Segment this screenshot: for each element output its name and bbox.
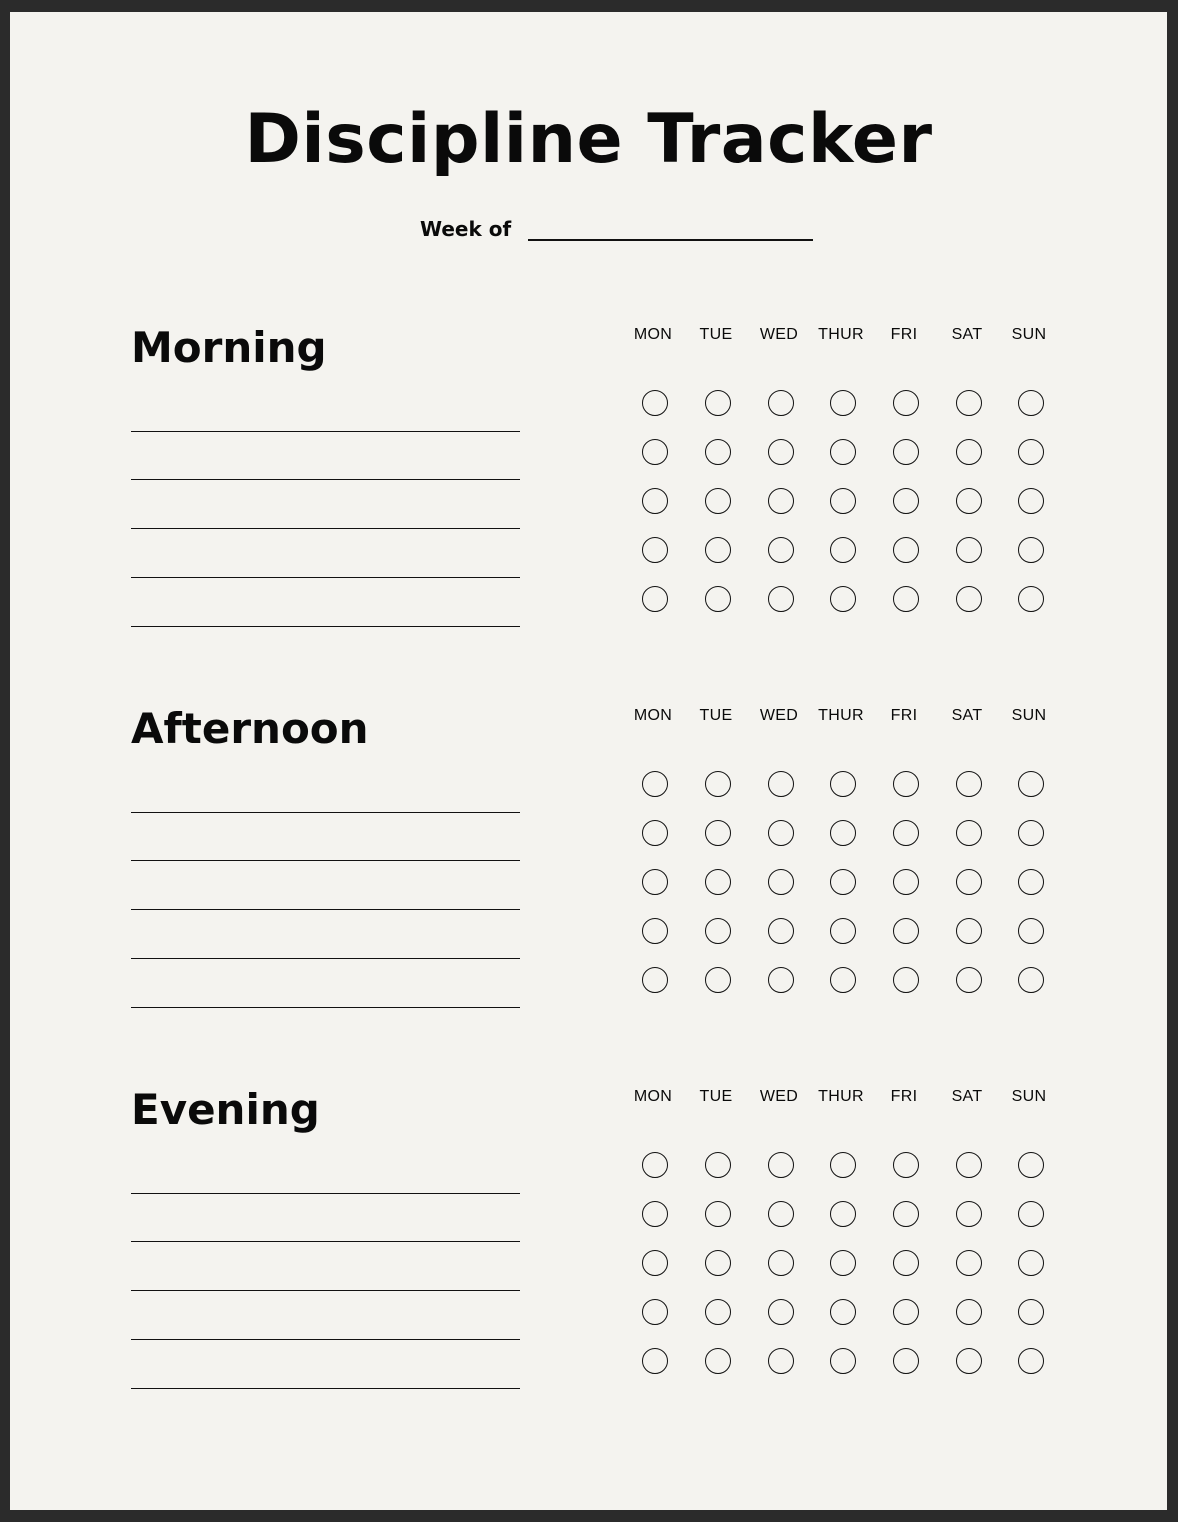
checkbox-circle[interactable] xyxy=(642,439,668,465)
checkbox-circle[interactable] xyxy=(642,869,668,895)
checkbox-circle[interactable] xyxy=(642,1201,668,1227)
day-header: FRI xyxy=(890,707,918,724)
day-header: THUR xyxy=(818,1088,864,1105)
checkbox-circle[interactable] xyxy=(956,869,982,895)
checkbox-circle[interactable] xyxy=(768,439,794,465)
task-input-line[interactable] xyxy=(131,909,520,910)
checkbox-circle[interactable] xyxy=(893,1152,919,1178)
checkbox-circle[interactable] xyxy=(830,869,856,895)
checkbox-circle[interactable] xyxy=(956,586,982,612)
checkbox-circle[interactable] xyxy=(893,771,919,797)
day-header: SUN xyxy=(1011,1088,1047,1105)
checkbox-circle[interactable] xyxy=(768,967,794,993)
checkbox-circle[interactable] xyxy=(830,1299,856,1325)
checkbox-circle[interactable] xyxy=(830,537,856,563)
task-input-line[interactable] xyxy=(131,812,520,813)
checkbox-circle[interactable] xyxy=(642,967,668,993)
checkbox-circle[interactable] xyxy=(1018,1250,1044,1276)
checkbox-circle[interactable] xyxy=(642,488,668,514)
week-of-label: Week of xyxy=(420,217,512,241)
checkbox-circle[interactable] xyxy=(956,1299,982,1325)
checkbox-circle[interactable] xyxy=(956,771,982,797)
checkbox-circle[interactable] xyxy=(1018,1152,1044,1178)
checkbox-circle[interactable] xyxy=(1018,439,1044,465)
checkbox-circle[interactable] xyxy=(1018,869,1044,895)
tracker-page xyxy=(10,12,1167,1510)
checkbox-circle[interactable] xyxy=(768,1348,794,1374)
checkbox-circle[interactable] xyxy=(705,967,731,993)
day-header: SAT xyxy=(951,707,983,724)
checkbox-circle[interactable] xyxy=(830,820,856,846)
checkbox-circle[interactable] xyxy=(705,439,731,465)
task-input-line[interactable] xyxy=(131,479,520,480)
checkbox-circle[interactable] xyxy=(768,771,794,797)
checkbox-circle[interactable] xyxy=(830,439,856,465)
checkbox-circle[interactable] xyxy=(830,1250,856,1276)
checkbox-circle[interactable] xyxy=(1018,1201,1044,1227)
checkbox-circle[interactable] xyxy=(1018,586,1044,612)
checkbox-circle[interactable] xyxy=(768,1201,794,1227)
checkbox-circle[interactable] xyxy=(830,1152,856,1178)
day-header: SUN xyxy=(1011,707,1047,724)
day-header: WED xyxy=(759,707,799,724)
day-header: TUE xyxy=(699,326,733,343)
task-input-line[interactable] xyxy=(131,1339,520,1340)
week-of-field[interactable] xyxy=(528,239,813,241)
section-morning xyxy=(10,318,1167,678)
checkbox-circle[interactable] xyxy=(1018,390,1044,416)
day-header: MON xyxy=(633,1088,673,1105)
checkbox-circle[interactable] xyxy=(1018,918,1044,944)
checkbox-circle[interactable] xyxy=(768,869,794,895)
checkbox-circle[interactable] xyxy=(956,918,982,944)
task-input-line[interactable] xyxy=(131,958,520,959)
day-header: TUE xyxy=(699,707,733,724)
checkbox-circle[interactable] xyxy=(705,771,731,797)
checkbox-circle[interactable] xyxy=(705,918,731,944)
section-title: Evening xyxy=(131,1085,320,1134)
checkbox-circle[interactable] xyxy=(893,390,919,416)
checkbox-circle[interactable] xyxy=(642,1299,668,1325)
checkbox-circle[interactable] xyxy=(830,967,856,993)
checkbox-circle[interactable] xyxy=(768,1299,794,1325)
checkbox-circle[interactable] xyxy=(830,1348,856,1374)
day-header: THUR xyxy=(818,326,864,343)
checkbox-circle[interactable] xyxy=(830,488,856,514)
checkbox-circle[interactable] xyxy=(642,586,668,612)
day-header: TUE xyxy=(699,1088,733,1105)
checkbox-circle[interactable] xyxy=(705,1299,731,1325)
page-title: Discipline Tracker xyxy=(244,100,933,179)
checkbox-circle[interactable] xyxy=(956,1348,982,1374)
checkbox-circle[interactable] xyxy=(956,820,982,846)
checkbox-circle[interactable] xyxy=(893,820,919,846)
day-header: FRI xyxy=(890,1088,918,1105)
checkbox-circle[interactable] xyxy=(642,1348,668,1374)
checkbox-circle[interactable] xyxy=(1018,771,1044,797)
checkbox-circle[interactable] xyxy=(768,1250,794,1276)
task-input-line[interactable] xyxy=(131,431,520,432)
task-input-line[interactable] xyxy=(131,860,520,861)
checkbox-circle[interactable] xyxy=(642,918,668,944)
checkbox-circle[interactable] xyxy=(705,488,731,514)
checkbox-circle[interactable] xyxy=(893,1348,919,1374)
checkbox-circle[interactable] xyxy=(768,488,794,514)
task-input-line[interactable] xyxy=(131,626,520,627)
checkbox-circle[interactable] xyxy=(705,1152,731,1178)
checkbox-circle[interactable] xyxy=(956,1201,982,1227)
day-header: WED xyxy=(759,326,799,343)
checkbox-circle[interactable] xyxy=(830,586,856,612)
checkbox-circle[interactable] xyxy=(705,1348,731,1374)
checkbox-circle[interactable] xyxy=(642,1152,668,1178)
checkbox-circle[interactable] xyxy=(956,439,982,465)
checkbox-circle[interactable] xyxy=(705,869,731,895)
task-input-line[interactable] xyxy=(131,577,520,578)
section-title: Morning xyxy=(131,323,327,372)
checkbox-circle[interactable] xyxy=(956,488,982,514)
checkbox-circle[interactable] xyxy=(1018,1348,1044,1374)
day-header: SAT xyxy=(951,1088,983,1105)
checkbox-circle[interactable] xyxy=(705,586,731,612)
checkbox-circle[interactable] xyxy=(893,1250,919,1276)
checkbox-circle[interactable] xyxy=(768,1152,794,1178)
checkbox-circle[interactable] xyxy=(893,488,919,514)
day-header: FRI xyxy=(890,326,918,343)
checkbox-circle[interactable] xyxy=(705,537,731,563)
task-input-line[interactable] xyxy=(131,528,520,529)
checkbox-circle[interactable] xyxy=(830,390,856,416)
day-header: MON xyxy=(633,707,673,724)
checkbox-circle[interactable] xyxy=(956,537,982,563)
checkbox-circle[interactable] xyxy=(768,390,794,416)
checkbox-circle[interactable] xyxy=(830,771,856,797)
checkbox-circle[interactable] xyxy=(1018,1299,1044,1325)
checkbox-circle[interactable] xyxy=(768,820,794,846)
checkbox-circle[interactable] xyxy=(768,586,794,612)
checkbox-circle[interactable] xyxy=(893,1201,919,1227)
day-header: SAT xyxy=(951,326,983,343)
day-header: WED xyxy=(759,1088,799,1105)
checkbox-circle[interactable] xyxy=(705,1201,731,1227)
checkbox-circle[interactable] xyxy=(768,537,794,563)
checkbox-circle[interactable] xyxy=(893,439,919,465)
day-header: MON xyxy=(633,326,673,343)
checkbox-circle[interactable] xyxy=(705,390,731,416)
task-input-line[interactable] xyxy=(131,1007,520,1008)
task-input-line[interactable] xyxy=(131,1388,520,1389)
checkbox-circle[interactable] xyxy=(893,586,919,612)
checkbox-circle[interactable] xyxy=(956,1250,982,1276)
checkbox-circle[interactable] xyxy=(642,390,668,416)
checkbox-circle[interactable] xyxy=(1018,488,1044,514)
task-input-line[interactable] xyxy=(131,1193,520,1194)
checkbox-circle[interactable] xyxy=(956,390,982,416)
checkbox-circle[interactable] xyxy=(705,1250,731,1276)
checkbox-circle[interactable] xyxy=(893,967,919,993)
checkbox-circle[interactable] xyxy=(830,1201,856,1227)
checkbox-circle[interactable] xyxy=(893,918,919,944)
section-title: Afternoon xyxy=(131,704,369,753)
checkbox-circle[interactable] xyxy=(642,1250,668,1276)
checkbox-circle[interactable] xyxy=(642,537,668,563)
checkbox-circle[interactable] xyxy=(1018,537,1044,563)
checkbox-circle[interactable] xyxy=(893,869,919,895)
checkbox-circle[interactable] xyxy=(1018,967,1044,993)
section-afternoon xyxy=(10,699,1167,1059)
checkbox-circle[interactable] xyxy=(893,1299,919,1325)
checkbox-circle[interactable] xyxy=(642,820,668,846)
checkbox-circle[interactable] xyxy=(1018,820,1044,846)
checkbox-circle[interactable] xyxy=(893,537,919,563)
checkbox-circle[interactable] xyxy=(768,918,794,944)
day-header: SUN xyxy=(1011,326,1047,343)
task-input-line[interactable] xyxy=(131,1241,520,1242)
checkbox-circle[interactable] xyxy=(830,918,856,944)
checkbox-circle[interactable] xyxy=(705,820,731,846)
section-evening xyxy=(10,1080,1167,1440)
checkbox-circle[interactable] xyxy=(956,1152,982,1178)
checkbox-circle[interactable] xyxy=(642,771,668,797)
day-header: THUR xyxy=(818,707,864,724)
task-input-line[interactable] xyxy=(131,1290,520,1291)
checkbox-circle[interactable] xyxy=(956,967,982,993)
